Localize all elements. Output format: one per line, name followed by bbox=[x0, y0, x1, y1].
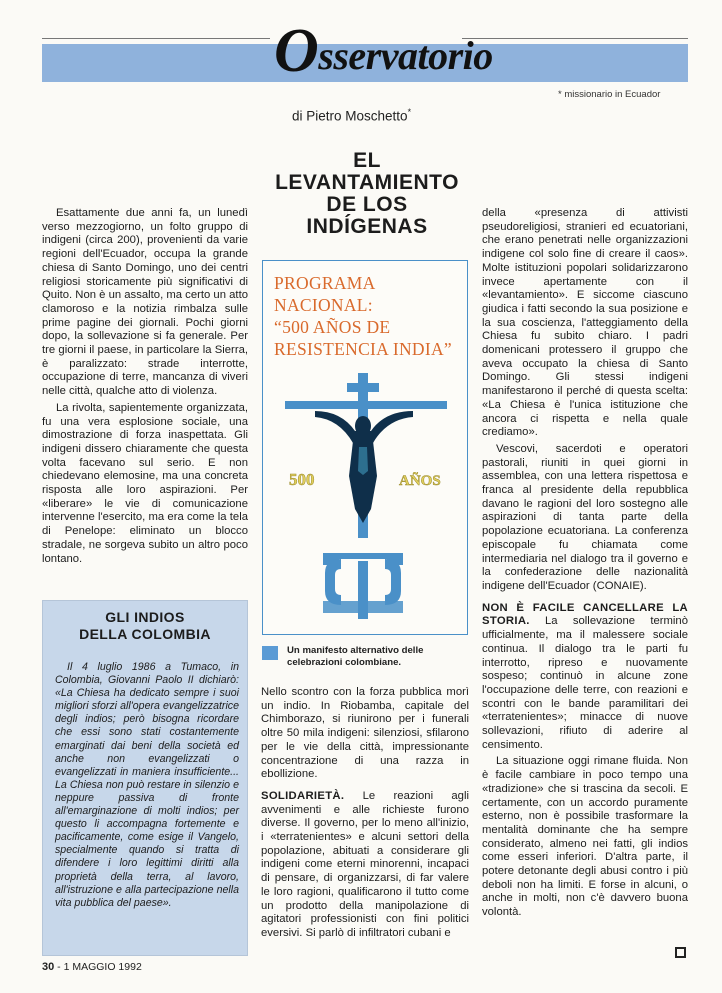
paragraph: La rivolta, sapientemente organizzata, fu una vera esplosione sociale, una dimostrazione di forza inaspettata. Gli indigeni dissero chiaramente che questa volta facevano sul serio. E non chiedevano elemosine, ma una concreta risposta alle loro aspirazioni. Per «liberare» le vie di comunicazione intervenne l'esercito, ma era come la tela di Penelope: eliminato un blocco stradale, ne sorgeva subito un altro poco lontano. bbox=[42, 401, 248, 565]
headline-line: EL bbox=[353, 149, 381, 172]
masthead-title-rest: sservatorio bbox=[318, 33, 493, 78]
paragraph: Vescovi, sacerdoti e operatori pastorali, riuniti in quei giorni in assemblea, con una lettera rispettosa e franca al presidente della repubblica davano le ragioni del loro sostegno alle aspirazioni di tanta parte della popolazione ecuatoriana. La conferenza episcopale fu chiamata come intermediaria nel dialogo tra il governo e la confederazione delle nazionalità indigene dell'Ecuador (CONAIE). bbox=[482, 442, 688, 592]
sidebar-title-line: GLI INDIOS bbox=[105, 609, 185, 625]
poster-line: NACIONAL: bbox=[274, 295, 373, 315]
masthead-rule-left bbox=[42, 38, 270, 39]
poster-line: “500 AÑOS DE bbox=[274, 317, 391, 337]
section-text: La sollevazione terminò ufficialmente, ma il malessere sociale continua. Il dialogo tra le parti fu interrotto, ripreso e nuovamente sospeso; continuò in alcune zone l'occupazione delle terre, con reazioni e scontri con le bande paramilitari dei «terratenientes»; minacce di nuove sollevazioni, rifiuto di aderire al censimento. bbox=[482, 615, 688, 751]
crucifix-illustration bbox=[263, 261, 469, 636]
issue-date: - 1 MAGGIO 1992 bbox=[54, 961, 142, 973]
image-caption: Un manifesto alternativo delle celebrazioni colombiane. bbox=[287, 645, 424, 668]
paragraph: della «presenza di attivisti pseudoreligiosi, stranieri ed ecuatoriani, che erano penetrati nelle organizzazioni indigene col solo fine di creare il caos». Molte istituzioni popolari solidarizzarono invece apertamente con il «levantamiento». E siccome ciascuno giudica i fatti secondo la sua posizione e la sua coscienza, l'atteggiamento della Chiesa fu subito chiaro. I padri domenicani protessero il gruppo che aveva occupato la chiesa di Santo Domingo. Gli stessi indigeni manifestarono il perché di questa scelta: «La Chiesa è l'unica istituzione che ancora ci rispetta e nella quale crediamo». bbox=[482, 207, 688, 439]
paragraph: La situazione oggi rimane fluida. Non è facile cambiare in poco tempo una «tradizione» che si trascina da secoli. E certamente, con un accordo puramente esterno, non è possibile trasformare la mentalità dominante che ha sempre considerato, almeno nei fatti, gli indios come esseri inferiori. D'altra parte, il potere detonante degli abusi contro i più deboli non ha limiti. E forse in alcuni, o anche in molti, non c'è davvero buona volontà. bbox=[482, 755, 688, 919]
masthead-title bbox=[274, 17, 493, 85]
sidebar-box bbox=[42, 600, 248, 956]
poster-emblem-icon bbox=[323, 553, 403, 619]
column-2 bbox=[261, 686, 469, 944]
byline-text: di Pietro Moschetto bbox=[292, 108, 408, 124]
caption-marker bbox=[262, 646, 278, 660]
masthead-title-cap: O bbox=[274, 17, 319, 85]
section-heading: SOLIDARIETÀ. bbox=[261, 789, 345, 802]
byline-mark: * bbox=[407, 107, 412, 117]
sidebar-title-line: DELLA COLOMBIA bbox=[79, 626, 211, 642]
column-3 bbox=[482, 207, 688, 923]
headline-line: INDÍGENAS bbox=[306, 215, 428, 238]
sidebar-body: Il 4 luglio 1986 a Tumaco, in Colombia, Giovanni Paolo II dichiarò: «La Chiesa ha dedicato sempre i suoi migliori sforzi all'opera evangelizzatrice degli indios; però bisogna ricordare che essi sono stati costantemente emarginati dai beni della società ed anche non evangelizzati o evangelizzati in maniera insufficiente... La Chiesa non può restare in silenzio e neppure passiva di fronte all'emarginazione di molti indios; per questo li accompagna fortemente e pacificamente, come esige il Vangelo, specialmente quando si tratta di difendere i loro legittimi diritti alla proprietà della terra, al lavoro, all'istruzione e alla partecipazione nella vita pubblica del paese». bbox=[55, 661, 239, 909]
page-footer bbox=[42, 961, 142, 973]
sidebar-title bbox=[43, 609, 247, 643]
page-number: 30 bbox=[42, 961, 55, 973]
masthead-rule-right bbox=[462, 38, 688, 39]
poster-number: 500 bbox=[289, 470, 315, 489]
poster-image bbox=[262, 260, 468, 635]
section-text: Le reazioni agli avvenimenti e alle richieste furono diverse. Il governo, per lo meno all'inizio, i «terratenientes» e alcuni settori della popolazione, abituati a considerare gli indigeni come eterni minorenni, incapaci di pensare, di organizzarsi, di far valere le loro ragioni, qualificarono il tutto come un prodotto della manipolazione di agitatori professionisti con fini politici eversivi. Si parlò di infiltratori cubani e bbox=[261, 789, 469, 939]
end-mark-icon bbox=[675, 947, 686, 958]
column-1 bbox=[42, 207, 248, 569]
poster-line: RESISTENCIA INDIA” bbox=[274, 339, 452, 359]
poster-line: PROGRAMA bbox=[274, 273, 376, 293]
section-heading: NON È FACILE CANCELLARE LA STORIA. bbox=[482, 601, 688, 628]
headline-line: LEVANTAMIENTO bbox=[275, 171, 459, 194]
paragraph: Nello scontro con la forza pubblica morì un indio. In Riobamba, capitale del Chimborazo, si riunirono per i funerali oltre 50 mila indigeni: silenziosi, sfilarono per le vie della città, impressionante concentrazione di una razza in ebollizione. bbox=[261, 686, 469, 781]
paragraph: Esattamente due anni fa, un lunedì verso mezzogiorno, un folto gruppo di indigeni (circa 200), provenienti da varie regioni dell'Ecuador, occupa la grande chiesa di Santo Domingo, uno dei centri religiosi storicamente più significativi di Quito. Non è un assalto, ma certo un atto clamoroso e la notizia rimbalza sulle prime pagine dei giornali. Pochi giorni dopo, la sollevazione si fa generale. Per tre giorni il paese, in particolare la Sierra, è paralizzato: strade interrotte, occupazione di terre, mancanza di viveri nelle città, qualche atto di violenza. bbox=[42, 207, 248, 398]
headline bbox=[258, 150, 476, 238]
author-note: * missionario in Ecuador bbox=[558, 89, 661, 100]
section-paragraph bbox=[261, 790, 469, 941]
headline-line: DE LOS bbox=[326, 193, 408, 216]
byline bbox=[292, 107, 411, 124]
poster-anos: AÑOS bbox=[399, 473, 441, 489]
crucifix-icon bbox=[285, 373, 447, 538]
section-paragraph bbox=[482, 602, 688, 753]
